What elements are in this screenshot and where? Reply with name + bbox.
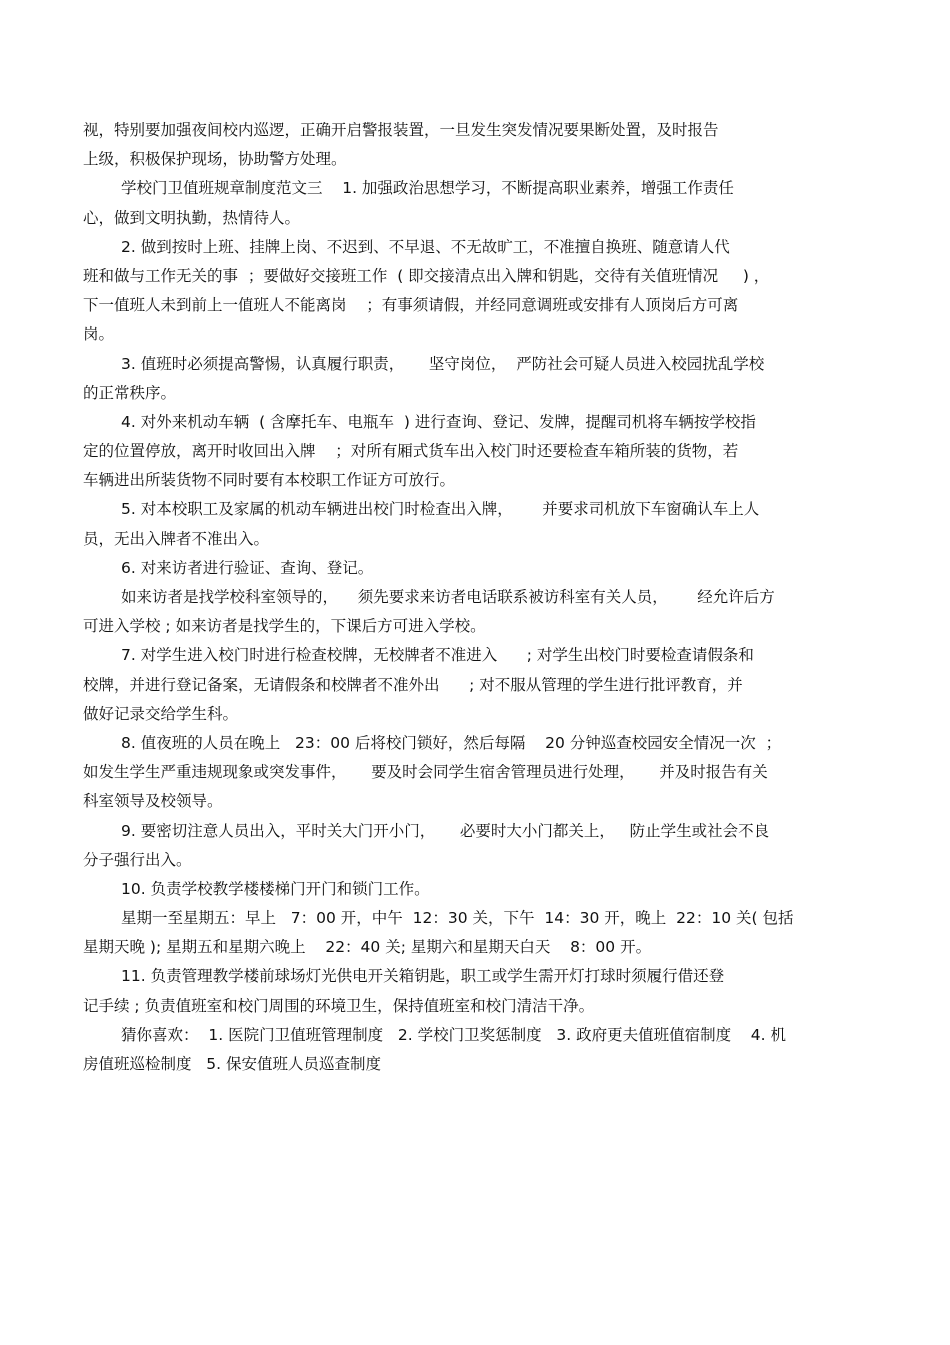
- text-line: 5. 对本校职工及家属的机动车辆进出校门时检查出入牌， 并要求司机放下车窗确认车上人: [121, 500, 760, 519]
- text-line: 11. 负责管理教学楼前球场灯光供电开关箱钥匙，职工或学生需开灯打球时须履行借还登: [121, 967, 725, 986]
- text-line: 班和做与工作无关的事 ；要做好交接班工作 ( 即交接清点出入牌和钥匙，交待有关值班情况 ) ，: [83, 266, 770, 285]
- text-line: 视，特别要加强夜间校内巡逻，正确开启警报装置，一旦发生突发情况要果断处置，及时报告: [83, 121, 719, 139]
- text-line: 2. 做到按时上班、挂牌上岗、不迟到、不早退、不无故旷工，不准擅自换班、随意请人代: [121, 237, 730, 256]
- text-line: 如来访者是找学校科室领导的， 须先要求来访者电话联系被访科室有关人员， 经允许后方: [121, 588, 775, 606]
- text-line: 科室领导及校领导。: [83, 792, 223, 811]
- text-line: 10. 负责学校教学楼楼梯门开门和锁门工作。: [121, 879, 430, 898]
- text-line: 学校门卫值班规章制度范文三 1. 加强政治思想学习，不断提高职业素养，增强工作责任: [121, 179, 734, 198]
- text-line: 分子强行出入。: [83, 850, 192, 869]
- text-line: 9. 要密切注意人员出入，平时关大门开小门， 必要时大小门都关上， 防止学生或社会不良: [121, 821, 770, 840]
- text-line: 3. 值班时必须提高警惕，认真履行职责， 坚守岗位， 严防社会可疑人员进入校园扰乱学校: [121, 354, 765, 373]
- text-line: 岗。: [83, 325, 115, 344]
- text-line: 房值班巡检制度 5. 保安值班人员巡查制度: [83, 1055, 381, 1073]
- text-line: 记手续 ; 负责值班室和校门周围的环境卫生，保持值班室和校门清洁干净。: [83, 996, 595, 1015]
- text-line: 车辆进出所装货物不同时要有本校职工作证方可放行。: [83, 471, 456, 490]
- text-line: 星期天晚 ); 星期五和星期六晚上 22：40 关; 星期六和星期天白天 8：00 开。: [83, 938, 652, 957]
- text-line: 8. 值夜班的人员在晚上 23：00 后将校门锁好，然后每隔 20 分钟巡查校园安全情况一次 ；: [121, 733, 782, 752]
- text-line: 校牌，并进行登记备案，无请假条和校牌者不准外出 ; 对不服从管理的学生进行批评教育，并: [83, 675, 743, 694]
- text-line: 心，做到文明执勤，热情待人。: [83, 208, 301, 227]
- text-line: 员，无出入牌者不准出入。: [83, 529, 270, 548]
- text-line: 下一值班人未到前上一值班人不能离岗 ；有事须请假，并经同意调班或安排有人顶岗后方可离: [83, 296, 739, 315]
- document-body: [83, 116, 868, 1079]
- text-line: 4. 对外来机动车辆 ( 含摩托车、电瓶车 ) 进行查询、登记、发牌，提醒司机将车辆按学校指: [121, 412, 756, 431]
- text-line: 定的位置停放，离开时收回出入牌 ；对所有厢式货车出入校门时还要检查车箱所装的货物，若: [83, 442, 739, 461]
- text-line: 可进入学校 ; 如来访者是找学生的，下课后方可进入学校。: [83, 617, 486, 636]
- text-line: 的正常秩序。: [83, 383, 177, 402]
- text-line: 做好记录交给学生科。: [83, 704, 239, 723]
- text-line: 星期一至星期五：早上 7：00 开，中午 12：30 关，下午 14：30 开，晚上 22：10 关( 包括: [121, 909, 794, 928]
- text-line: 上级，积极保护现场，协助警方处理。: [83, 150, 347, 169]
- text-line: 猜你喜欢： 1. 医院门卫值班管理制度 2. 学校门卫奖惩制度 3. 政府更夫值班值宿制度 4. 机: [121, 1025, 786, 1044]
- text-line: 如发生学生严重违规现象或突发事件， 要及时会同学生宿舍管理员进行处理， 并及时报告有关: [83, 763, 768, 782]
- text-line: 7. 对学生进入校门时进行检查校牌，无校牌者不准进入 ; 对学生出校门时要检查请假条和: [121, 646, 754, 665]
- text-line: 6. 对来访者进行验证、查询、登记。: [121, 558, 374, 577]
